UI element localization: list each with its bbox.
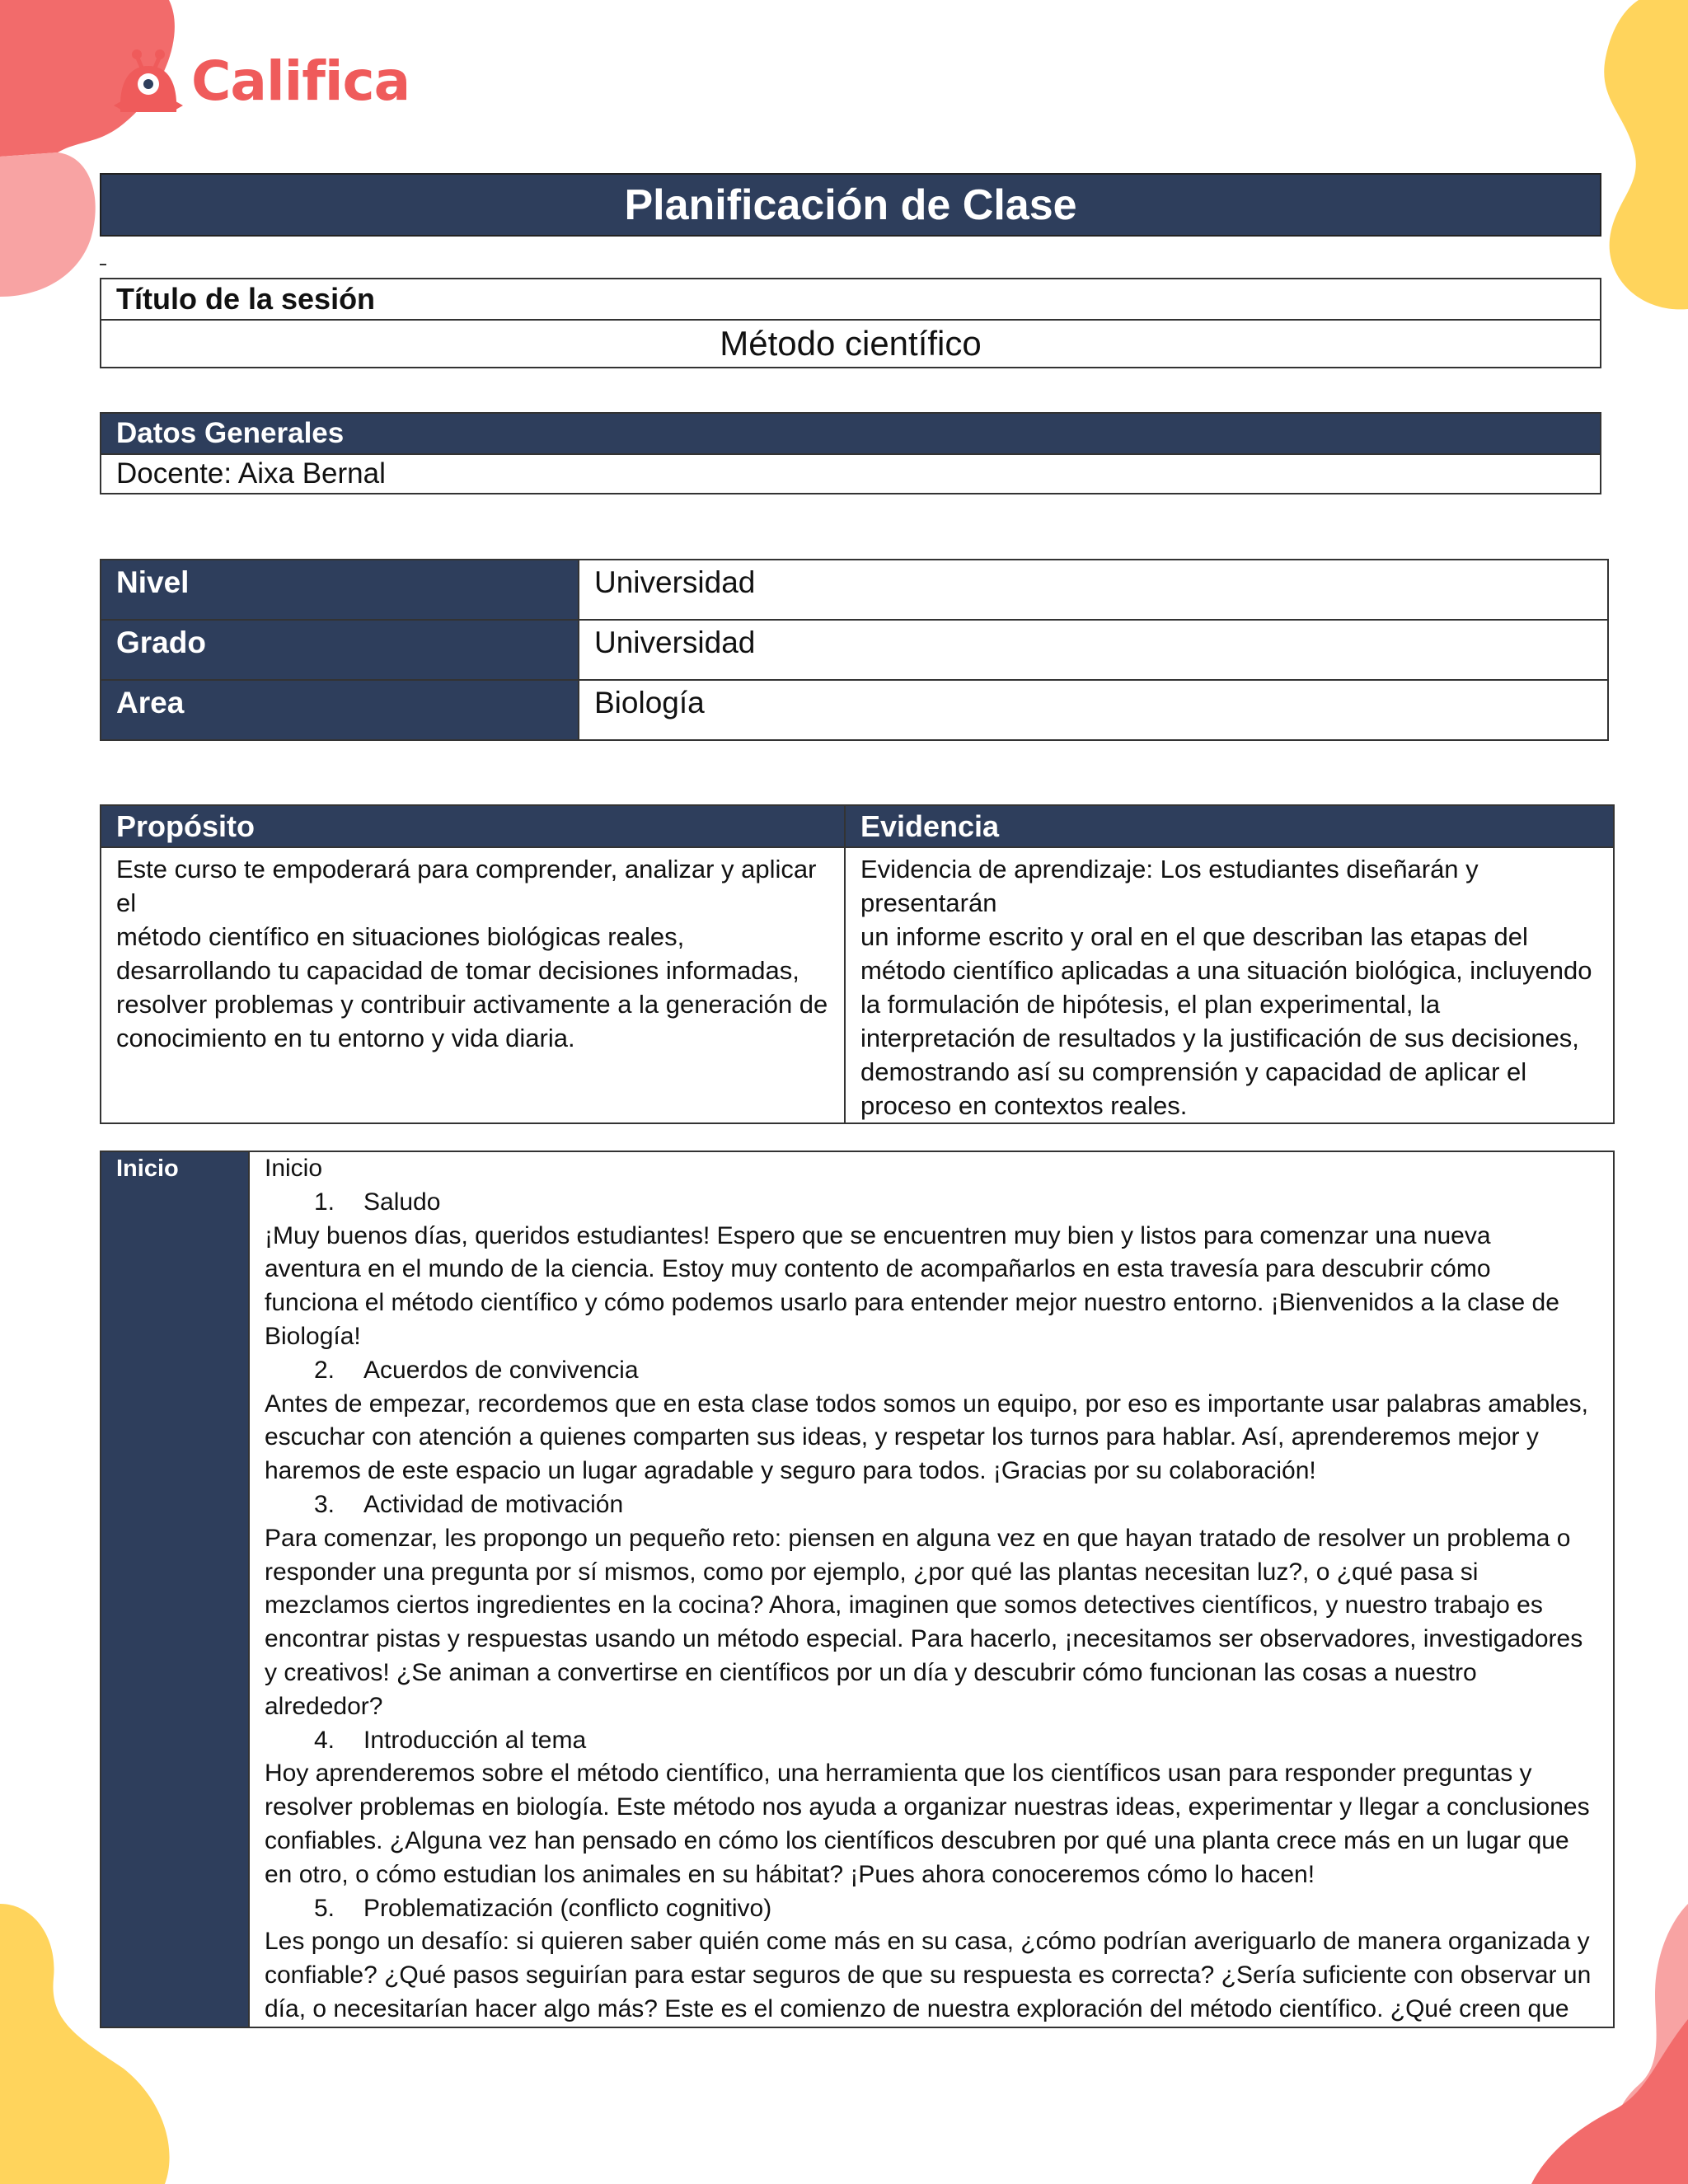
text-line: alrededor?	[265, 1692, 383, 1720]
text-line: la formulación de hipótesis, el plan experimental, la	[860, 990, 1441, 1019]
list-title: Introducción al tema	[363, 1726, 587, 1754]
general-label: Datos Generales	[101, 413, 1601, 454]
list-number: 1.	[314, 1188, 335, 1216]
list-item	[265, 1354, 1598, 1388]
text-line: Evidencia de aprendizaje: Los estudiantes diseñarán y presentarán	[860, 855, 1479, 917]
inicio-label: Inicio	[101, 1151, 249, 2027]
text-line: en otro, o cómo estudian los animales en su hábitat? ¡Pues ahora conoceremos cómo lo hacen!	[265, 1860, 1315, 1888]
text-line: resolver problemas y contribuir activamente a la generación de	[116, 990, 828, 1019]
session-value: Método científico	[101, 320, 1601, 368]
list-item	[265, 1488, 1598, 1522]
text-line: haremos de este espacio un lugar agradable y seguro para todos. ¡Gracias por su colaboración!	[265, 1457, 1316, 1485]
teacher-name: Docente: Aixa Bernal	[101, 454, 1601, 494]
info-label-nivel: Nivel	[101, 560, 579, 620]
inicio-heading: Inicio	[265, 1155, 323, 1182]
corner-blob-top-left	[0, 0, 198, 305]
evidence-label: Evidencia	[845, 805, 1614, 847]
text-line: ¡Muy buenos días, queridos estudiantes! Espero que se encuentren muy bien y listos para comenzar una nueva	[265, 1221, 1491, 1249]
list-item	[265, 1892, 1598, 1926]
general-data-table	[100, 412, 1601, 494]
divider-mark	[100, 264, 106, 265]
inicio-table	[100, 1151, 1615, 2028]
info-table	[100, 559, 1609, 741]
info-row	[101, 680, 1608, 740]
text-line: escuchar con atención a quienes comparten sus ideas, y respetar los turnos para hablar. Así, aprenderemos mejor y	[265, 1423, 1539, 1451]
text-line: confiables. ¿Alguna vez han pensado en cómo los científicos descubren por qué una planta crece más en un lugar que	[265, 1826, 1569, 1854]
list-title: Problematización (conflicto cognitivo)	[363, 1894, 772, 1922]
list-number: 3.	[314, 1490, 335, 1518]
brand-logo	[112, 48, 410, 114]
text-line: demostrando así su comprensión y capacidad de aplicar el	[860, 1057, 1527, 1086]
info-value-nivel: Universidad	[579, 560, 1608, 620]
text-line: responder una pregunta por sí mismos, como por ejemplo, ¿por qué las plantas necesitan luz?, o ¿qué pasa si	[265, 1558, 1479, 1586]
list-number: 5.	[314, 1894, 335, 1922]
corner-blob-top-right	[1465, 0, 1688, 313]
text-line: conocimiento en tu entorno y vida diaria.	[116, 1024, 575, 1052]
text-line: aventura en el mundo de la ciencia. Estoy muy contento de acompañarlos en esta travesía para descubrir cómo	[265, 1255, 1491, 1283]
monster-mascot-icon	[112, 48, 185, 114]
list-title: Saludo	[363, 1188, 441, 1216]
info-label-area: Area	[101, 680, 579, 740]
evidence-text	[845, 847, 1614, 1123]
text-line: Para comenzar, les propongo un pequeño reto: piensen en alguna vez en que hayan tratado de resolver un problema o	[265, 1524, 1571, 1552]
info-row	[101, 560, 1608, 620]
page-title: Planificación de Clase	[100, 173, 1601, 237]
text-line: desarrollando tu capacidad de tomar decisiones informadas,	[116, 956, 799, 985]
purpose-evidence-table	[100, 804, 1615, 1124]
text-line: Les pongo un desafío: si quieren saber quién come más en su casa, ¿cómo podrían averiguarlo de manera organizada y	[265, 1928, 1590, 1956]
inicio-content	[249, 1151, 1614, 2027]
text-line: interpretación de resultados y la justificación de sus decisiones,	[860, 1024, 1579, 1052]
text-line: Antes de empezar, recordemos que en esta clase todos somos un equipo, por eso es importante usar palabras amables,	[265, 1390, 1588, 1418]
text-line: encontrar pistas y respuestas usando un método especial. Para hacerlo, ¡necesitamos ser observadores, investigadores	[265, 1625, 1583, 1653]
text-line: funciona el método científico y cómo podemos usarlo para entender mejor nuestro entorno. ¡Bienvenidos a la clase de	[265, 1289, 1559, 1317]
purpose-text	[101, 847, 845, 1123]
brand-name: Califica	[191, 49, 410, 113]
list-number: 2.	[314, 1356, 335, 1384]
text-line: proceso en contextos reales.	[860, 1091, 1188, 1120]
text-line: resolver problemas en biología. Este método nos ayuda a organizar nuestras ideas, experimentar y llegar a conclusiones	[265, 1793, 1590, 1821]
info-value-grado: Universidad	[579, 620, 1608, 680]
info-value-area: Biología	[579, 680, 1608, 740]
list-item	[265, 1186, 1598, 1220]
text-line: Este curso te empoderará para comprender, analizar y aplicar el	[116, 855, 817, 917]
list-item	[265, 1724, 1598, 1758]
session-table	[100, 278, 1601, 368]
text-line: confiable? ¿Qué pasos seguirían para estar seguros de que su respuesta es correcta? ¿Sería suficiente con observar un	[265, 1961, 1592, 1990]
list-title: Acuerdos de convivencia	[363, 1356, 639, 1384]
info-row	[101, 620, 1608, 680]
list-number: 4.	[314, 1726, 335, 1754]
text-line: método científico en situaciones biológicas reales,	[116, 922, 685, 951]
text-line: mezclamos ciertos ingredientes en la cocina? Ahora, imaginen que somos detectives científicos, y nuestro trabajo es	[265, 1591, 1543, 1619]
purpose-label: Propósito	[101, 805, 845, 847]
text-line: un informe escrito y oral en el que describan las etapas del	[860, 922, 1528, 951]
text-line: Hoy aprenderemos sobre el método científico, una herramienta que los científicos usan para responder preguntas y	[265, 1760, 1532, 1788]
text-line: método científico aplicadas a una situación biológica, incluyendo	[860, 956, 1592, 985]
list-title: Actividad de motivación	[363, 1490, 624, 1518]
text-line: día, o necesitarían hacer algo más? Este es el comienzo de nuestra exploración del método científico. ¿Qué creen que	[265, 1994, 1569, 2022]
info-label-grado: Grado	[101, 620, 579, 680]
text-line: Biología!	[265, 1322, 361, 1350]
session-label: Título de la sesión	[101, 279, 1601, 320]
text-line: y creativos! ¿Se animan a convertirse en científicos por un día y descubrir cómo funcionan las cosas a nuestro	[265, 1658, 1477, 1686]
